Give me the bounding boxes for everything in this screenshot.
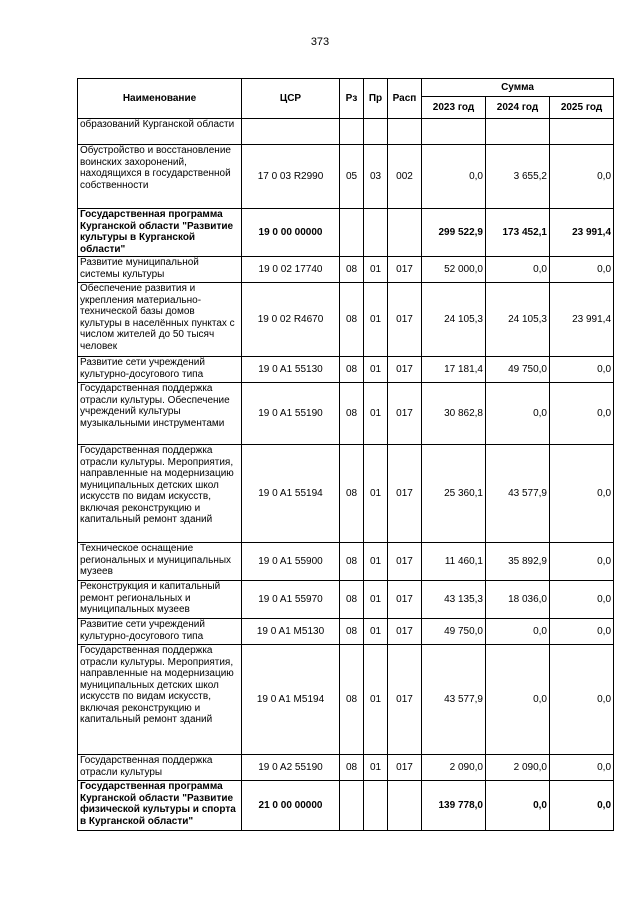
cell-name: Развитие сети учреждений культурно-досугового типа [78,619,242,645]
cell-2023: 17 181,4 [422,357,486,383]
cell-csr [242,119,340,145]
cell-name: Государственная поддержка отрасли культуры [78,755,242,781]
cell-csr: 19 0 A1 M5194 [242,645,340,755]
cell-rasp: 017 [388,543,422,581]
table-row [78,645,614,755]
cell-pr: 01 [364,619,388,645]
header-rasp: Расп [388,79,422,119]
cell-rz: 08 [340,445,364,543]
cell-name: Государственная поддержка отрасли культуры. Обеспечение учреждений культуры музыкальными инструментами [78,383,242,445]
cell-pr [364,119,388,145]
table-row [78,383,614,445]
table-row [78,781,614,831]
cell-2025: 0,0 [550,383,614,445]
cell-rz [340,781,364,831]
cell-2024: 0,0 [486,619,550,645]
cell-2024: 0,0 [486,781,550,831]
cell-2025: 23 991,4 [550,209,614,257]
budget-table [77,78,614,831]
cell-2023: 11 460,1 [422,543,486,581]
header-pr: Пр [364,79,388,119]
cell-2023: 139 778,0 [422,781,486,831]
cell-rasp: 017 [388,283,422,357]
cell-2023: 2 090,0 [422,755,486,781]
cell-2025: 0,0 [550,581,614,619]
cell-rasp: 017 [388,257,422,283]
cell-2023: 43 577,9 [422,645,486,755]
cell-2024: 35 892,9 [486,543,550,581]
cell-2024 [486,119,550,145]
table-row [78,543,614,581]
cell-2025: 23 991,4 [550,283,614,357]
page-number: 373 [310,36,330,48]
cell-pr: 01 [364,383,388,445]
cell-pr: 01 [364,645,388,755]
table-row [78,755,614,781]
cell-rasp [388,209,422,257]
cell-2023: 24 105,3 [422,283,486,357]
header-2025: 2025 год [550,97,614,119]
cell-rz: 08 [340,755,364,781]
cell-rz: 05 [340,145,364,209]
cell-csr: 19 0 02 R4670 [242,283,340,357]
table-row [78,445,614,543]
cell-2024: 24 105,3 [486,283,550,357]
header-sum: Сумма [422,79,614,97]
header-csr: ЦСР [242,79,340,119]
cell-csr: 19 0 A1 M5130 [242,619,340,645]
cell-2025: 0,0 [550,781,614,831]
cell-2025: 0,0 [550,619,614,645]
cell-name: Обеспечение развития и укрепления материально-технической базы домов культуры в населённых пунктах с числом жителей до 50 тысяч человек [78,283,242,357]
cell-csr: 19 0 00 00000 [242,209,340,257]
cell-name: Реконструкция и капитальный ремонт региональных и муниципальных музеев [78,581,242,619]
cell-name: Развитие сети учреждений культурно-досугового типа [78,357,242,383]
cell-rz: 08 [340,257,364,283]
cell-rz [340,119,364,145]
cell-2023: 25 360,1 [422,445,486,543]
table-row [78,619,614,645]
cell-csr: 19 0 A1 55900 [242,543,340,581]
cell-rz: 08 [340,645,364,755]
cell-2025: 0,0 [550,357,614,383]
cell-2025: 0,0 [550,257,614,283]
cell-pr: 03 [364,145,388,209]
cell-rasp: 017 [388,445,422,543]
cell-2025: 0,0 [550,543,614,581]
cell-pr: 01 [364,755,388,781]
cell-pr: 01 [364,283,388,357]
cell-name: Государственная программа Курганской области "Развитие культуры в Курганской области" [78,209,242,257]
cell-2023: 30 862,8 [422,383,486,445]
cell-2023: 0,0 [422,145,486,209]
cell-rz [340,209,364,257]
table-row [78,209,614,257]
cell-rasp: 017 [388,357,422,383]
cell-2025: 0,0 [550,145,614,209]
cell-pr: 01 [364,257,388,283]
cell-csr: 19 0 A1 55970 [242,581,340,619]
cell-2024: 2 090,0 [486,755,550,781]
cell-csr: 19 0 A1 55190 [242,383,340,445]
cell-pr [364,781,388,831]
cell-2025 [550,119,614,145]
cell-2024: 173 452,1 [486,209,550,257]
cell-csr: 17 0 03 R2990 [242,145,340,209]
cell-2024: 0,0 [486,645,550,755]
cell-pr: 01 [364,445,388,543]
cell-rasp: 017 [388,619,422,645]
cell-rasp [388,781,422,831]
cell-name: Обустройство и восстановление воинских захоронений, находящихся в государственной собственности [78,145,242,209]
table-row [78,145,614,209]
cell-2024: 0,0 [486,383,550,445]
cell-rz: 08 [340,543,364,581]
cell-rasp: 017 [388,581,422,619]
cell-csr: 19 0 02 17740 [242,257,340,283]
cell-rz: 08 [340,619,364,645]
cell-2024: 43 577,9 [486,445,550,543]
cell-2024: 0,0 [486,257,550,283]
cell-pr: 01 [364,357,388,383]
cell-rasp [388,119,422,145]
cell-name: Государственная поддержка отрасли культуры. Мероприятия, направленные на модернизацию муниципальных детских школ искусств по видам искусств, включая реконструкцию и капитальный ремонт зданий [78,445,242,543]
cell-2023 [422,119,486,145]
table-row [78,283,614,357]
cell-rasp: 017 [388,755,422,781]
header-2023: 2023 год [422,97,486,119]
cell-name: Государственная поддержка отрасли культуры. Мероприятия, направленные на модернизацию муниципальных детских школ искусств по видам искусств, включая реконструкцию и капитальный ремонт зданий [78,645,242,755]
cell-2024: 49 750,0 [486,357,550,383]
cell-name: Государственная программа Курганской области "Развитие физической культуры и спорта в Курганской области" [78,781,242,831]
cell-pr [364,209,388,257]
cell-2024: 3 655,2 [486,145,550,209]
table-row [78,357,614,383]
header-name: Наименование [78,79,242,119]
cell-csr: 21 0 00 00000 [242,781,340,831]
cell-pr: 01 [364,543,388,581]
cell-2025: 0,0 [550,445,614,543]
cell-csr: 19 0 A2 55190 [242,755,340,781]
cell-rz: 08 [340,357,364,383]
cell-csr: 19 0 A1 55194 [242,445,340,543]
header-rz: Рз [340,79,364,119]
cell-rasp: 002 [388,145,422,209]
header-2024: 2024 год [486,97,550,119]
table-row [78,119,614,145]
cell-2025: 0,0 [550,645,614,755]
cell-csr: 19 0 A1 55130 [242,357,340,383]
cell-rz: 08 [340,283,364,357]
cell-2023: 43 135,3 [422,581,486,619]
cell-rz: 08 [340,383,364,445]
cell-2024: 18 036,0 [486,581,550,619]
cell-rz: 08 [340,581,364,619]
cell-pr: 01 [364,581,388,619]
cell-2023: 52 000,0 [422,257,486,283]
table-row [78,257,614,283]
cell-2023: 49 750,0 [422,619,486,645]
cell-name: образований Курганской области [78,119,242,145]
cell-rasp: 017 [388,645,422,755]
cell-name: Техническое оснащение региональных и муниципальных музеев [78,543,242,581]
cell-2023: 299 522,9 [422,209,486,257]
table-row [78,581,614,619]
cell-name: Развитие муниципальной системы культуры [78,257,242,283]
cell-rasp: 017 [388,383,422,445]
cell-2025: 0,0 [550,755,614,781]
